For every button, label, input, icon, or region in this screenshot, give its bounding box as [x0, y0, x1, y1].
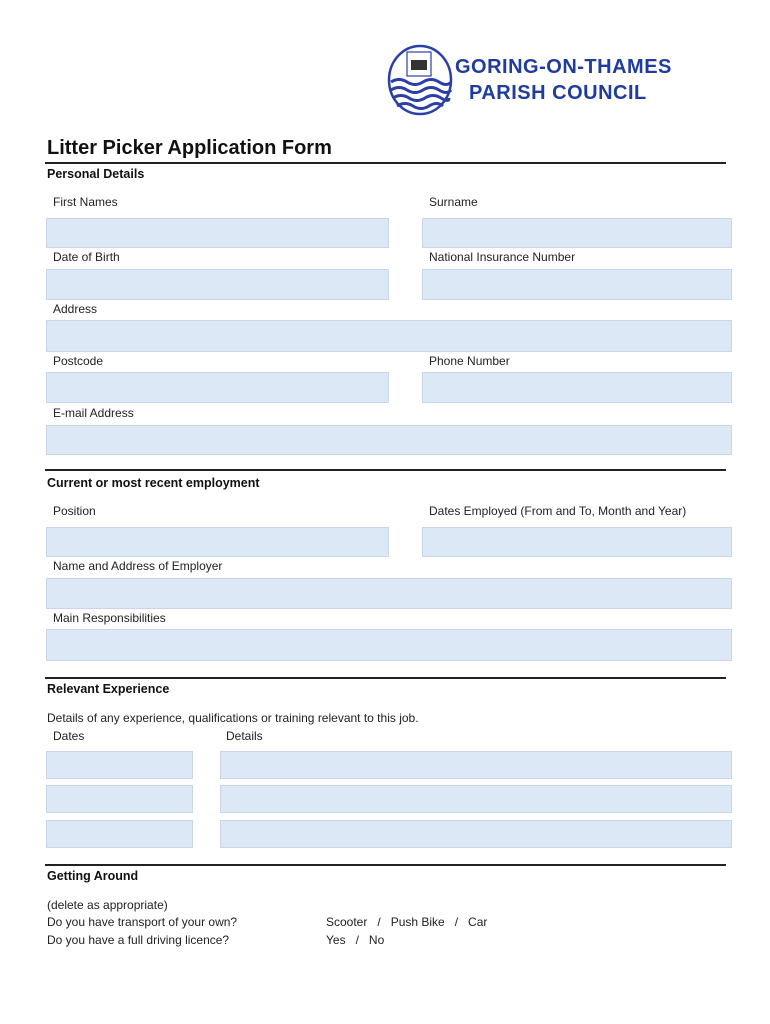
dob-label: Date of Birth	[53, 250, 120, 264]
experience-details-input-2[interactable]	[220, 785, 732, 813]
licence-options[interactable]: Yes / No	[326, 933, 385, 947]
details-column-label: Details	[226, 729, 263, 743]
experience-details-input-3[interactable]	[220, 820, 732, 848]
phone-label: Phone Number	[429, 354, 510, 368]
address-label: Address	[53, 302, 98, 316]
logo	[387, 44, 727, 116]
section-heading-personal: Personal Details	[47, 167, 145, 181]
position-input[interactable]	[46, 527, 389, 557]
dates-employed-label: Dates Employed (From and To, Month and Year)	[429, 504, 687, 518]
licence-question: Do you have a full driving licence?	[47, 933, 230, 947]
experience-dates-input-2[interactable]	[46, 785, 193, 813]
phone-input[interactable]	[422, 372, 732, 403]
employer-input[interactable]	[46, 578, 732, 609]
section-heading-experience: Relevant Experience	[47, 682, 170, 696]
form-title: Litter Picker Application Form	[47, 137, 332, 159]
dates-column-label: Dates	[53, 729, 85, 743]
section-divider-employment	[45, 469, 726, 471]
section-heading-employment: Current or most recent employment	[47, 476, 260, 490]
responsibilities-input[interactable]	[46, 629, 732, 661]
email-input[interactable]	[46, 425, 732, 455]
section-divider-experience	[45, 677, 726, 679]
surname-label: Surname	[429, 195, 478, 209]
dates-employed-input[interactable]	[422, 527, 732, 557]
org-name-line1: GORING-ON-THAMES	[455, 56, 672, 78]
employer-label: Name and Address of Employer	[53, 559, 223, 573]
section-heading-getting-around: Getting Around	[47, 869, 139, 883]
org-name-line2: PARISH COUNCIL	[469, 82, 647, 104]
delete-note: (delete as appropriate)	[47, 898, 168, 912]
first-names-label: First Names	[53, 195, 118, 209]
ni-input[interactable]	[422, 269, 732, 300]
dob-input[interactable]	[46, 269, 389, 300]
experience-details-input-1[interactable]	[220, 751, 732, 779]
email-label: E-mail Address	[53, 406, 134, 420]
surname-input[interactable]	[422, 218, 732, 248]
section-divider-getting-around	[45, 864, 726, 866]
responsibilities-label: Main Responsibilities	[53, 611, 166, 625]
experience-intro: Details of any experience, qualifications or training relevant to this job.	[47, 711, 419, 725]
position-label: Position	[53, 504, 96, 518]
ni-label: National Insurance Number	[429, 250, 576, 264]
address-input[interactable]	[46, 320, 732, 352]
transport-options[interactable]: Scooter / Push Bike / Car	[326, 915, 488, 929]
postcode-label: Postcode	[53, 354, 104, 368]
transport-question: Do you have transport of your own?	[47, 915, 238, 929]
experience-dates-input-1[interactable]	[46, 751, 193, 779]
postcode-input[interactable]	[46, 372, 389, 403]
first-names-input[interactable]	[46, 218, 389, 248]
experience-dates-input-3[interactable]	[46, 820, 193, 848]
parish-crest-icon	[387, 44, 453, 116]
title-divider	[45, 162, 726, 164]
